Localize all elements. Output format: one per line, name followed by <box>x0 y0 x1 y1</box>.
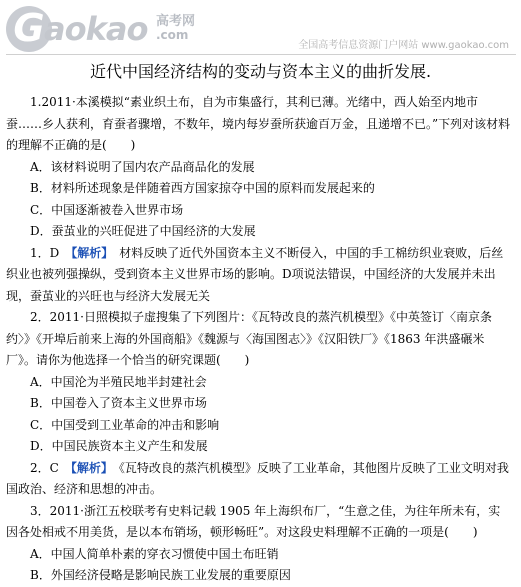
question-1-option-b: B．材料所述现象是伴随着西方国家掠夺中国的原料而发展起来的 <box>30 181 375 195</box>
question-2-option-d: D．中国民族资本主义产生和发展 <box>30 439 208 453</box>
question-2-option-b: B．中国卷入了资本主义世界市场 <box>30 396 207 410</box>
question-1-option-a: A．该材料说明了国内农产品商品化的发展 <box>30 159 255 174</box>
answer-1 <box>6 243 512 308</box>
answer-2-text: 《瓦特改良的蒸汽机模型》反映了工业革命，其他图片反映了工业文明对我国政治、经济和思想的冲击。 <box>6 460 509 496</box>
analysis-tag: 【解析】 <box>70 460 107 475</box>
document-body <box>6 92 512 587</box>
answer-2-letter: 2．C <box>30 460 71 475</box>
answer-2 <box>6 458 512 501</box>
question-2-stem: 2．2011·日照模拟子虚搜集了下列图片：《瓦特改良的蒸汽机模型》《中英签订〈南京条约〉》《开埠后前来上海的外国商船》《魏源与〈海国图志〉》《汉阳铁厂》《1863 年洪盛碾米厂》。请你为他选择一个恰当的研究课题( ) <box>6 310 492 367</box>
header-divider <box>6 54 516 55</box>
question-1-option-c: C．中国逐渐被卷入世界市场 <box>30 202 184 217</box>
logo-g-circle: G <box>6 6 52 52</box>
answer-1-letter: 1．D <box>30 245 72 260</box>
question-2-option-a: A．中国沦为半殖民地半封建社会 <box>30 374 207 389</box>
site-header <box>0 0 521 58</box>
question-1-stem: 1.2011·本溪模拟“素业织土布，自为市集盛行，其利已薄。光绪中，西人始至内地市蚕……乡人获利，育蚕者骤增，不数年，境内每岁蚕所获逾百万金，且递增不已。”下列对该材料的理解不正确的是( ) <box>6 95 511 152</box>
logo-wordmark: aokao <box>44 10 148 48</box>
question-1-option-d: D．蚕茧业的兴旺促进了中国经济的大发展 <box>30 224 256 238</box>
answer-1-text: 材料反映了近代外国资本主义不断侵入，中国的手工棉纺织业衰败，后丝织业也被列强操纵，受到资本主义世界市场的影响。D项说法错误，中国经济的大发展并未出现，蚕茧业的兴旺也与经济大发展无关 <box>6 245 504 303</box>
logo-chinese-name: 高考网 <box>156 14 196 29</box>
question-2-option-c: C．中国受到工业革命的冲击和影响 <box>30 417 220 432</box>
question-3-option-b: B．外国经济侵略是影响民族工业发展的重要原因 <box>30 568 291 582</box>
question-3-option-a: A．中国人简单朴素的穿衣习惯使中国土布旺销 <box>30 546 279 561</box>
gaokao-logo[interactable] <box>6 4 206 54</box>
site-tagline: 全国高考信息资源门户网站 www.gaokao.com <box>298 40 509 51</box>
page-title: 近代中国经济结构的变动与资本主义的曲折发展. <box>89 62 432 81</box>
logo-domain-suffix: .com <box>156 28 189 42</box>
analysis-tag: 【解析】 <box>71 245 108 260</box>
question-3-stem: 3．2011·浙江五校联考有史料记载 1905 年上海织布厂，“生意之佳，为往年所未有，实因各处相戒不用美货，是以本布销场，顿形畅旺”。对这段史料理解不正确的一项是( ) <box>6 503 501 539</box>
